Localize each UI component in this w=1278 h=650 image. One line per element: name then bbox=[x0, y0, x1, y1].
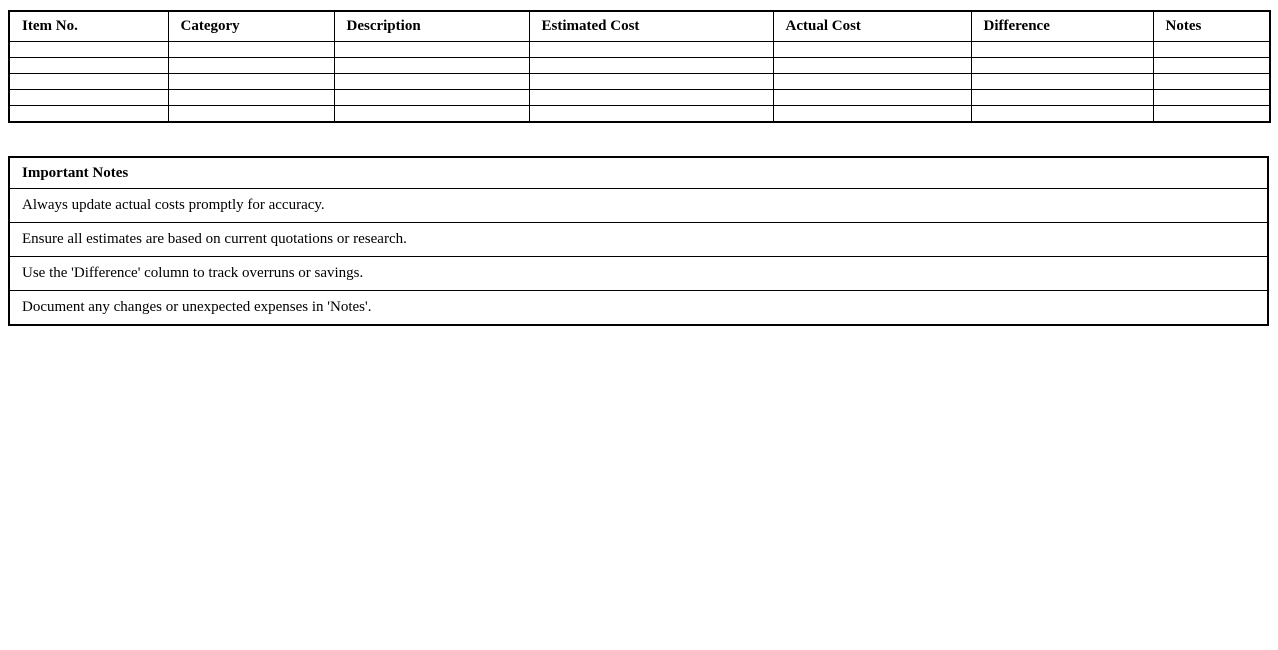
budget-table-cell bbox=[9, 74, 168, 90]
note-item: Ensure all estimates are based on current quotations or research. bbox=[9, 223, 1268, 257]
budget-table-header-row bbox=[9, 11, 1270, 42]
budget-table-cell bbox=[168, 58, 334, 74]
column-header-category: Category bbox=[168, 11, 334, 42]
budget-table-cell bbox=[334, 42, 529, 58]
important-notes-title: Important Notes bbox=[9, 157, 1268, 189]
note-row bbox=[9, 189, 1268, 223]
budget-table-cell bbox=[334, 106, 529, 123]
note-item: Use the 'Difference' column to track overruns or savings. bbox=[9, 257, 1268, 291]
budget-table-cell bbox=[9, 106, 168, 123]
budget-table-cell bbox=[773, 42, 971, 58]
budget-table-cell bbox=[971, 90, 1153, 106]
important-notes-header-row bbox=[9, 157, 1268, 189]
budget-table-cell bbox=[168, 42, 334, 58]
budget-table-cell bbox=[168, 90, 334, 106]
budget-table-row bbox=[9, 90, 1270, 106]
column-header-notes: Notes bbox=[1153, 11, 1270, 42]
budget-table-cell bbox=[971, 106, 1153, 123]
column-header-description: Description bbox=[334, 11, 529, 42]
budget-table-cell bbox=[1153, 42, 1270, 58]
note-row bbox=[9, 223, 1268, 257]
budget-table-cell bbox=[773, 74, 971, 90]
column-header-difference: Difference bbox=[971, 11, 1153, 42]
budget-table-row bbox=[9, 74, 1270, 90]
note-item: Always update actual costs promptly for accuracy. bbox=[9, 189, 1268, 223]
note-row bbox=[9, 291, 1268, 326]
column-header-estimated-cost: Estimated Cost bbox=[529, 11, 773, 42]
budget-table-row bbox=[9, 106, 1270, 123]
note-item: Document any changes or unexpected expenses in 'Notes'. bbox=[9, 291, 1268, 326]
budget-table bbox=[8, 10, 1271, 123]
budget-table-cell bbox=[1153, 90, 1270, 106]
budget-table-cell bbox=[971, 58, 1153, 74]
budget-table-cell bbox=[529, 42, 773, 58]
budget-table-cell bbox=[9, 90, 168, 106]
budget-table-cell bbox=[971, 42, 1153, 58]
note-row bbox=[9, 257, 1268, 291]
budget-table-cell bbox=[773, 58, 971, 74]
budget-table-row bbox=[9, 58, 1270, 74]
budget-table-cell bbox=[773, 90, 971, 106]
budget-table-cell bbox=[1153, 106, 1270, 123]
budget-table-cell bbox=[334, 74, 529, 90]
column-header-actual-cost: Actual Cost bbox=[773, 11, 971, 42]
budget-table-cell bbox=[168, 74, 334, 90]
important-notes-table bbox=[8, 156, 1269, 326]
budget-table-cell bbox=[334, 58, 529, 74]
budget-table-cell bbox=[9, 42, 168, 58]
budget-table-cell bbox=[168, 106, 334, 123]
budget-table-cell bbox=[1153, 58, 1270, 74]
budget-table-cell bbox=[529, 106, 773, 123]
budget-table-cell bbox=[334, 90, 529, 106]
column-header-item-no: Item No. bbox=[9, 11, 168, 42]
budget-table-cell bbox=[529, 74, 773, 90]
budget-table-cell bbox=[529, 90, 773, 106]
budget-table-cell bbox=[9, 58, 168, 74]
budget-table-cell bbox=[1153, 74, 1270, 90]
budget-table-cell bbox=[773, 106, 971, 123]
budget-table-cell bbox=[971, 74, 1153, 90]
budget-table-cell bbox=[529, 58, 773, 74]
budget-table-row bbox=[9, 42, 1270, 58]
